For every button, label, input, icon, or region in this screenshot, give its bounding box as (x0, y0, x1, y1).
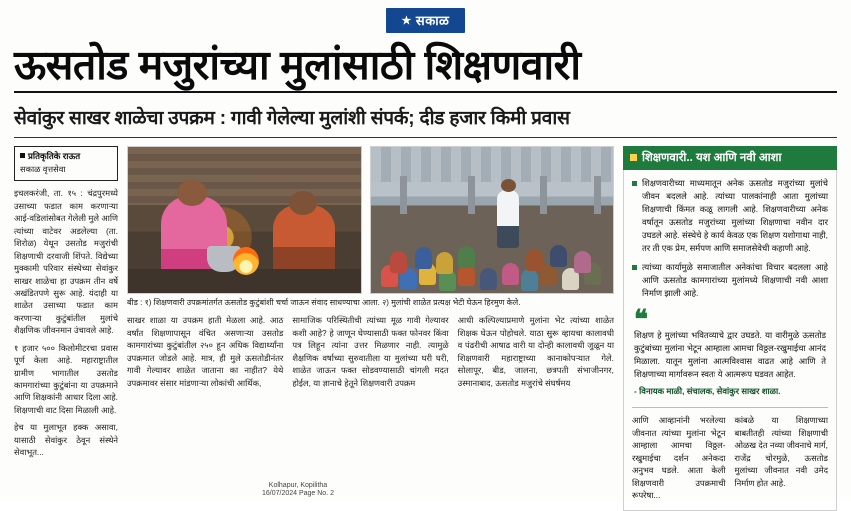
quote-mark-icon: ❝ (634, 303, 648, 334)
pull-quote (632, 303, 828, 401)
student-figure (526, 249, 543, 271)
center-column-1 (127, 314, 283, 394)
star-icon: ★ (401, 15, 412, 27)
subheadline-divider (14, 137, 837, 138)
student-figure (458, 246, 475, 268)
paragraph: इचलकरंजी, ता. १५ : चंद्रपुरमध्ये उसाच्या फडात काम करणाऱ्या आई-वडिलांसोबत गेलेली मुले आणि त्यांच्या वाटेवर अडलेल्या (ता. शिरोळ) येथून उसतोड मजुरांची शिक्षणाची दरवाजी शिंपते. विद्येच्या मुक्कामी परिवार संस्थेच्या सेवांकुर साखर शाळेचा हा उपक्रम तीन वर्षे अखंडितपणे सुरू आहे. यंदाही या शाळेत उसाच्या फडात काम करणाऱ्या कुटुंबांतील मुलांचे शैक्षणिक जीवनमान उंचावले आहे. (14, 188, 118, 336)
headline-block (0, 37, 851, 89)
sidebar-point (632, 177, 828, 255)
paragraph: सामाजिक परिस्थितीची त्यांच्या मूळ गावी गेल्यावर कशी आहे? हे जाणून घेण्यासाठी फक्त फोनवर किंवा पत्र लिहून त्यांना उत्तर मिळणार नाही. त्यामुळे शैक्षणिक वर्षाच्या सुरुवातीला या मुलांच्या घरी घरी, शाळेत जाऊन फक्त सोडवण्यासाठी चांगली मदत होईल, या ज्ञानाचे हेतूने शिक्षणवारी उपक्रम (292, 315, 449, 388)
photo-caption: बीड : १) शिक्षणवारी उपक्रमांतर्गत ऊसतोड कुटुंबांशी चर्चा जाऊन संवाद साधण्याचा आला. २) मुलांची शाळेत प्रत्यक्ष भेटी घेऊन हिरमुण केले. (127, 297, 521, 307)
student-figure (390, 251, 407, 273)
sidebar-tail-columns (632, 414, 828, 501)
byline (14, 146, 118, 182)
subheadline: सेवांकुर साखर शाळेचा उपक्रम : गावी गेलेल्या मुलांशी संपर्क; दीड हजार किमी प्रवास (14, 107, 570, 129)
student-figure (521, 269, 538, 291)
shed-roof (371, 147, 613, 182)
student-figure (480, 268, 497, 290)
article-body (0, 146, 851, 511)
pull-quote-author: - विनायक माळी, संचालक, सेवांकुर साखर शाळा. (634, 386, 781, 397)
paragraph: आधी कल्पिल्याप्रमाणे मुलांना भेट त्यांच्या शाळेत शिक्षक घेऊन पोहोचले. याठा सुरू व्हायचा कालावधी व पंढरीची आषाढ वारी या दोन्ही कालावधी जुळून या शिक्षणवारी महाराष्ट्राच्या कानाकोपऱ्यात गेले. सोलापूर, बीड, जालना, छत्रपती संभाजीनगर, उस्मानाबाद, ऊसतोड मजुरांचे संघर्षमय (457, 315, 614, 388)
center-text-columns (127, 314, 614, 394)
hut-wall (128, 147, 361, 205)
sidebar-divider (632, 407, 828, 408)
footer-stamp (238, 482, 358, 500)
sidebar-point-text: शिक्षणवारीच्या माध्यमातून अनेक ऊसतोड मजुरांच्या मुलांचे जीवन बदलले आहे. त्यांच्या पालकांनाही आता मुलांच्या शिक्षणाची किंमत कळू लागली आहे. शिक्षणवारीच्या अनेक वर्षातून ऊसतोड मजुरांच्या मुलांच्या शिक्षणाचा नवीन दार उघडले आहे. संस्थेचे हे कार्य केवळ एक शिक्षण यशोगाथा नाही, तर ती एक प्रेम, सर्मपण आणि समाजसेवेची कहाणी आहे. (642, 177, 828, 253)
page-title: ऊसतोड मजुरांच्या मुलांसाठी शिक्षणवारी (14, 42, 581, 88)
students-crowd (371, 202, 613, 293)
byline-author: प्रतिकृतिके राऊत (28, 150, 81, 161)
photo-hut-family-image (128, 147, 361, 293)
sidebar (623, 146, 837, 511)
sidebar-tail-column-1: आणि आव्हानांनी भरलेल्या जीवनात त्यांच्या मुलांना भेटून आम्हाला आमचा विठ्ठल-रखुमाईचा दर्शन अनेकदा अनुभव घडले. आता केली शिक्षणवारी उपक्रमाची रूपरेषा... (632, 415, 726, 501)
sidebar-point-text: त्यांच्या कार्यामुळे समाजातील अनेकांचा विचार बदलला आहे आणि ऊसतोड कामगारांच्या मुलांमध्ये शिक्षणाची नवी आशा निर्माण झाली आहे. (642, 261, 828, 298)
left-column-text (14, 187, 118, 458)
center-column (127, 146, 614, 511)
square-bullet-icon (20, 153, 25, 158)
sidebar-header (623, 146, 837, 170)
publication-name: सकाळ (415, 13, 450, 28)
center-column-2 (292, 314, 448, 394)
student-figure (502, 263, 519, 285)
sidebar-title: शिक्षणवारी.. यश आणि नवी आशा (642, 151, 782, 164)
footer-stamp-location: Kolhapur, Kopilitha (268, 481, 328, 489)
footer-stamp-date-page: 16/07/2024 Page No. 2 (261, 490, 334, 498)
fire-icon (233, 247, 259, 275)
photo-school-classroom-image (371, 147, 613, 293)
bullet-icon (632, 265, 637, 270)
subheadline-block (0, 99, 851, 131)
photo-hut-family (127, 146, 362, 294)
masthead (0, 0, 851, 37)
photo-row (127, 146, 614, 294)
student-figure (540, 264, 557, 286)
center-column-3 (458, 314, 614, 394)
paragraph: साखर शाळा या उपक्रम हाती मेळला आहे. आठ वर्षांत शिक्षणापासून वंचित असणाऱ्या उसतोड कामगारांच्या कुटुंबांतील २५० हून अधिक विद्यार्थ्यांना उपक्रमात जोडले आहे. मात्र, ही मुले ऊसतोडीनंतर गावी गेल्यावर शाळेत जाताना का नाहीत? येथे उपक्रमावर संसार मांडणाऱ्या लोकांची आर्थिक, (127, 315, 284, 388)
green-square-icon (630, 154, 637, 161)
sidebar-point (632, 261, 828, 300)
student-figure (574, 251, 591, 273)
headline-divider (14, 91, 837, 93)
bullet-icon (632, 181, 637, 186)
byline-source: सकाळ वृत्तसेवा (20, 164, 66, 175)
paragraph: १ हजार ५०० किलोमीटरचा प्रवास पूर्ण केला आहे. महाराष्ट्रातील ग्रामीण भागातील उसतोड कामगारांच्या कुटुंबांना या उपक्रमाने आणि शिक्षकांनी आधार दिला आहे. शिक्षणाची वाट दिसा मिळाली आहे. (14, 342, 118, 415)
byline-author-row (20, 151, 113, 163)
photo-school-classroom (370, 146, 614, 294)
pull-quote-text: शिक्षण हे मुलांच्या भवितव्याचे द्वार उघडते. या वारीमुळे ऊसतोड कुटुंबांच्या मुलांना भेटून आम्हाला आमचा विठ्ठल-रखुमाईचा आनंद मिळाला. यातून मुलांना आत्मविश्वास वाढत आहे आणि ते शिक्षणाच्या मार्गावरून स्वतः ये आत्मरूप घडवत आहेत. (634, 330, 826, 380)
sidebar-tail-column-2: कांबळे या शिक्षणाच्या बाबतीतही त्यांच्या शिक्षणाची ओळख देत नव्या जीवनाचे मार्ग, राजेंद्र चोरमुळे, ऊसतोड मुलांच्या जीवनात नवी उमेद निर्माण होत आहे. (734, 415, 828, 488)
student-figure (415, 247, 432, 269)
left-column (14, 146, 118, 511)
student-figure (436, 252, 453, 274)
sidebar-body (623, 170, 837, 511)
paragraph: हेच या मुलाभूत हक्क असावा, यासाठी सेवांकुर ठेवून संस्थेने सेवाभूत... (14, 422, 118, 458)
publication-logo (386, 8, 466, 33)
student-figure (550, 245, 567, 267)
